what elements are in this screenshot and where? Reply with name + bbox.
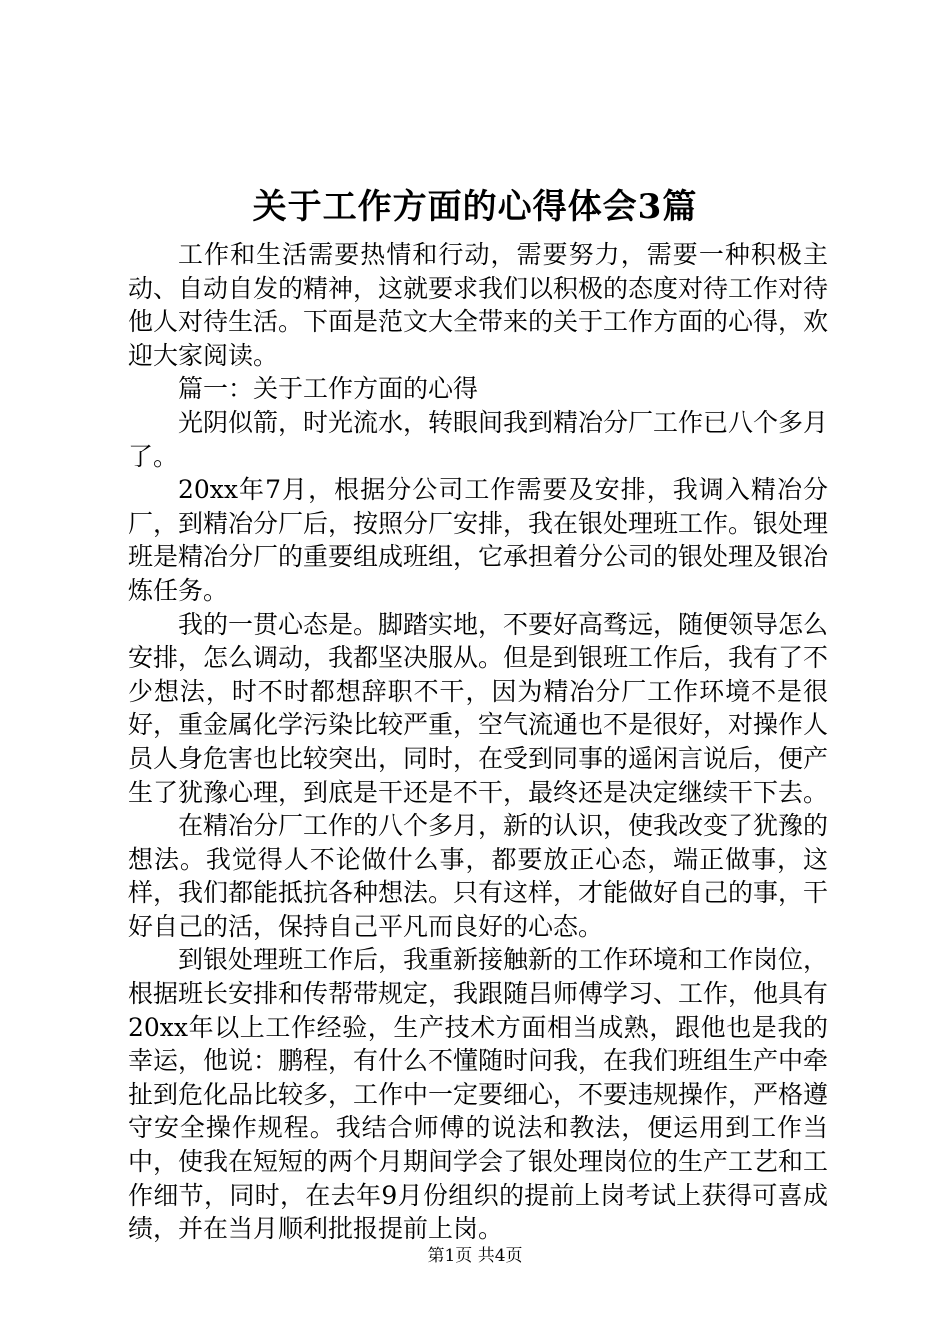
page-number-footer: 第1页 共4页 — [427, 1246, 523, 1266]
paragraph: 到银处理班工作后，我重新接触新的工作环境和工作岗位，根据班长安排和传帮带规定，我跟随吕师傅学习、工作，他具有20xx年以上工作经验，生产技术方面相当成熟，跟他也是我的幸运，他说：鹏程，有什么不懂随时问我，在我们班组生产中牵扯到危化品比较多，工作中一定要细心，不要违规操作，严格遵守安全操作规程。我结合师傅的说法和教法，便运用到工作当中，使我在短短的两个月期间学会了银处理岗位的生产工艺和工作细节，同时，在去年9月份组织的提前上岗考试上获得可喜成绩，并在当月顺利批报提前上岗。 — [128, 945, 829, 1244]
paragraph-intro: 工作和生活需要热情和行动，需要努力，需要一种积极主动、自动自发的精神，这就要求我们以积极的态度对待工作对待他人对待生活。下面是范文大全带来的关于工作方面的心得，欢迎大家阅读。 — [128, 240, 829, 370]
paragraph: 在精冶分厂工作的八个多月，新的认识，使我改变了犹豫的想法。我觉得人不论做什么事，都要放正心态，端正做事，这样，我们都能抵抗各种想法。只有这样，才能做好自己的事，干好自己的活，保持自己平凡而良好的心态。 — [128, 811, 829, 941]
document-body — [128, 238, 828, 1246]
section-heading: 篇一：关于工作方面的心得 — [178, 374, 479, 404]
paragraph: 光阴似箭，时光流水，转眼间我到精冶分厂工作已八个多月了。 — [128, 407, 829, 471]
paragraph: 我的一贯心态是。脚踏实地，不要好高骛远，随便领导怎么安排，怎么调动，我都坚决服从。但是到银班工作后，我有了不少想法，时不时都想辞职不干，因为精冶分厂工作环境不是很好，重金属化学污染比较严重，空气流通也不是很好，对操作人员人身危害也比较突出，同时，在受到同事的遥闲言说后，便产生了犹豫心理，到底是干还是不干，最终还是决定继续干下去。 — [128, 609, 829, 807]
document-title: 关于工作方面的心得体会3篇 — [252, 187, 698, 227]
paragraph: 20xx年7月，根据分公司工作需要及安排，我调入精冶分厂，到精冶分厂后，按照分厂安排，我在银处理班工作。银处理班是精冶分厂的重要组成班组，它承担着分公司的银处理及银冶炼任务。 — [128, 475, 829, 605]
